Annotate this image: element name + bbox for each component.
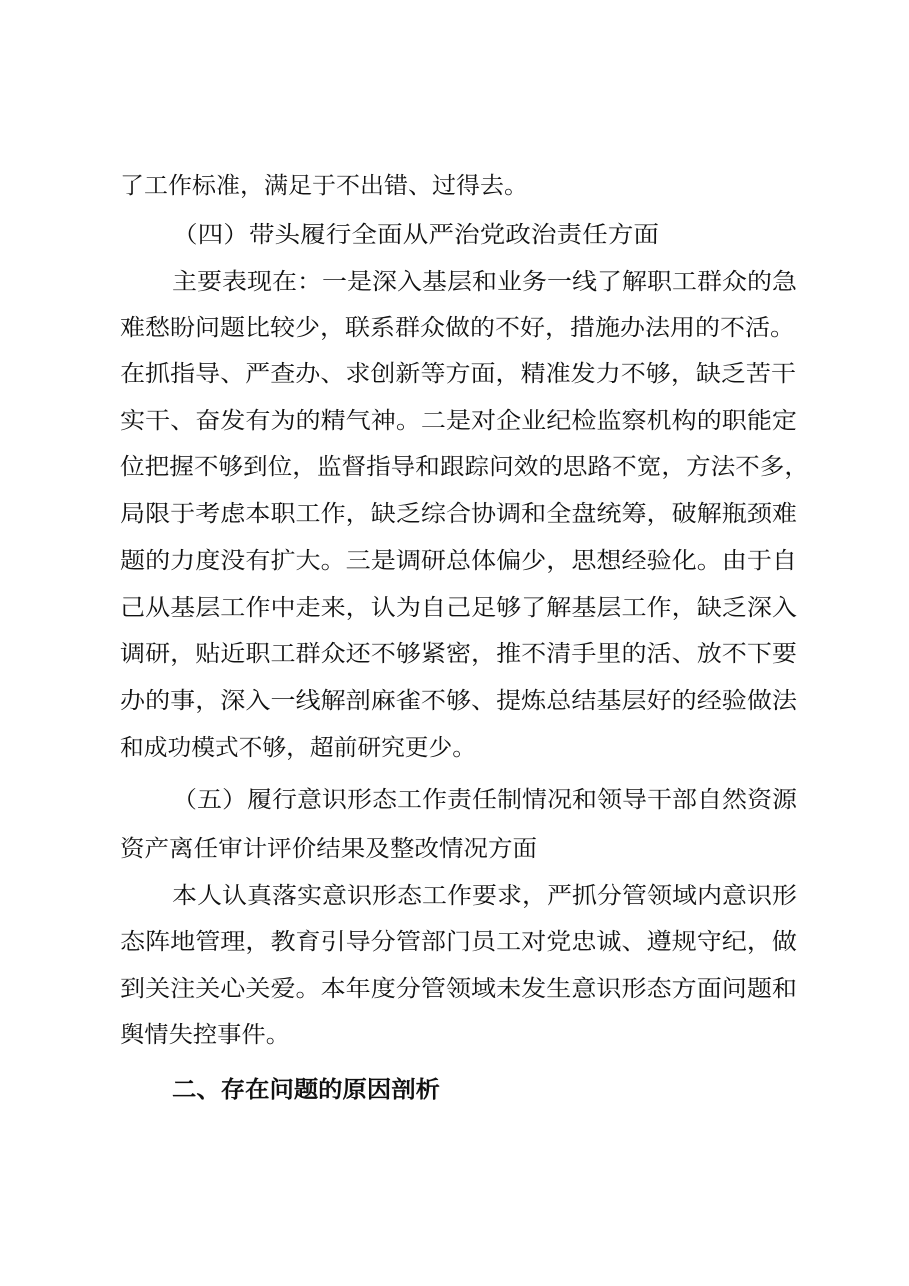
line-text: 到关注关心关爱。本年度分管领域未发生意识形态方面问题和	[120, 976, 797, 1002]
section-heading-text: （四）带头履行全面从严治党政治责任方面	[172, 222, 659, 248]
section-heading-text: 资产离任审计评价结果及整改情况方面	[120, 836, 537, 862]
text-line	[0, 166, 909, 206]
line-text: 局限于考虑本职工作，缺乏综合协调和全盘统筹，破解瓶颈难	[120, 501, 797, 527]
line-text: 本人认真落实意识形态工作要求，严抓分管领域内意识形	[172, 883, 797, 909]
line-text: 题的力度没有扩大。三是调研总体偏少，思想经验化。由于自	[120, 548, 797, 574]
line-text: 舆情失控事件。	[120, 1022, 290, 1048]
text-line	[0, 634, 909, 674]
text-line	[0, 728, 909, 768]
line-text: 在抓指导、严查办、求创新等方面，精准发力不够，缺乏苦干	[120, 361, 796, 387]
line-text: 位把握不够到位，监督指导和跟踪问效的思路不宽，方法不多，	[120, 454, 809, 480]
line-text: 主要表现在：一是深入基层和业务一线了解职工群众的急	[172, 269, 797, 295]
line-text: 调研，贴近职工群众还不够紧密，推不清手里的活、放不下要	[120, 641, 797, 667]
text-line	[0, 494, 909, 534]
line-text: 难愁盼问题比较少，联系群众做的不好，措施办法用的不活。	[120, 315, 795, 341]
text-line	[0, 588, 909, 628]
section-heading	[0, 215, 909, 255]
text-line	[0, 401, 909, 441]
line-text: 态阵地管理，教育引导分管部门员工对党忠诚、遵规守纪，做	[120, 929, 797, 955]
text-line	[0, 262, 909, 302]
text-line	[0, 1015, 909, 1055]
chapter-heading-text: 二、存在问题的原因剖析	[172, 1077, 440, 1103]
text-line	[0, 541, 909, 581]
text-line	[0, 681, 909, 721]
text-line	[0, 447, 909, 487]
line-text: 和成功模式不够，超前研究更少。	[120, 735, 476, 761]
line-text: 己从基层工作中走来，认为自己足够了解基层工作，缺乏深入	[120, 595, 797, 621]
line-text: 办的事，深入一线解剖麻雀不够、提炼总结基层好的经验做法	[120, 688, 797, 714]
text-line	[0, 308, 909, 348]
chapter-heading	[0, 1070, 909, 1110]
text-line	[0, 969, 909, 1009]
section-heading	[0, 829, 909, 869]
line-text: 实干、奋发有为的精气神。二是对企业纪检监察机构的职能定	[120, 408, 797, 434]
text-line	[0, 354, 909, 394]
section-heading	[0, 780, 909, 820]
text-line	[0, 876, 909, 916]
section-heading-text: （五）履行意识形态工作责任制情况和领导干部自然资源	[172, 787, 797, 813]
line-text: 了工作标准，满足于不出错、过得去。	[120, 173, 528, 199]
text-line	[0, 922, 909, 962]
